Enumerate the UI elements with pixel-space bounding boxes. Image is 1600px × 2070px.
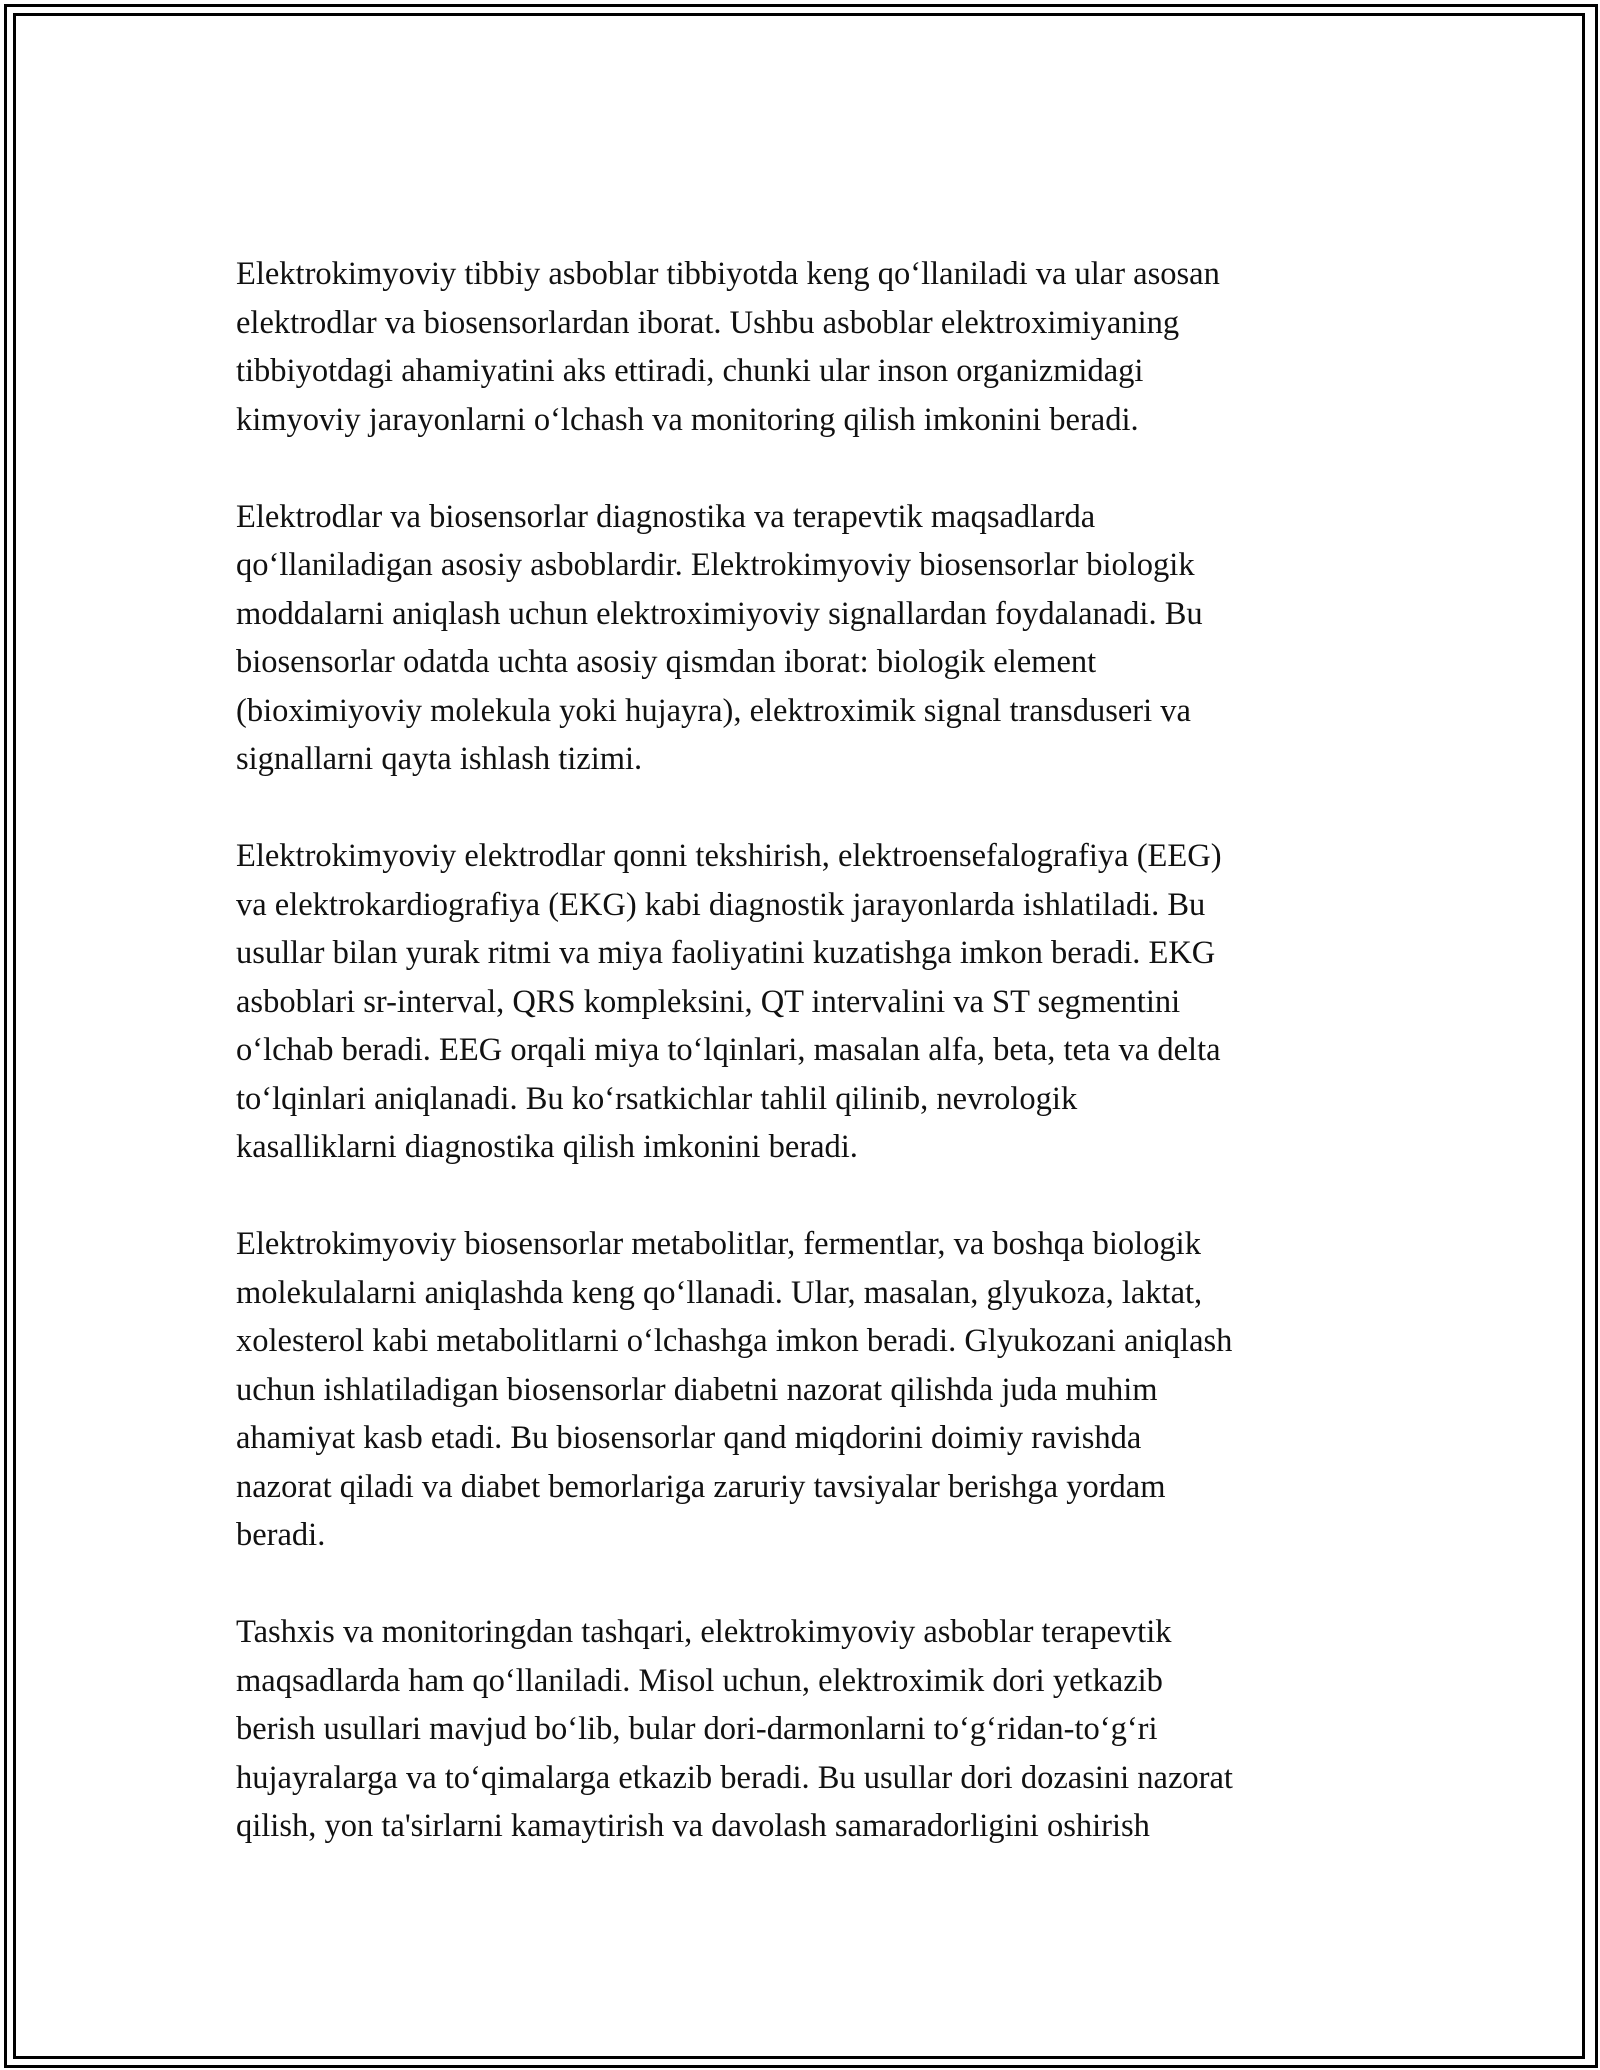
paragraph-2: Elektrodlar va biosensorlar diagnostika va terapevtik maqsadlarda qo‘llaniladigan asosiy asboblardir. Elektrokimyoviy biosensorlar biologik moddalarni aniqlash uchun elektroximiyoviy signallardan foydalanadi. Bu biosensorlar odatda uchta asosiy qismdan iborat: biologik element (bioximiyoviy molekula yoki hujayra), elektroximik signal transduseri va signallarni qayta ishlash tizimi. — [236, 498, 1203, 777]
paragraph-3: Elektrokimyoviy elektrodlar qonni tekshirish, elektroensefalografiya (EEG) va elektrokardiografiya (EKG) kabi diagnostik jarayonlarda ishlatiladi. Bu usullar bilan yurak ritmi va miya faoliyatini kuzatishga imkon beradi. EKG asboblari sr-interval, QRS kompleksini, QT intervalini va ST segmentini o‘lchab beradi. EEG orqali miya to‘lqinlari, masalan alfa, beta, teta va delta to‘lqinlari aniqlanadi. Bu ko‘rsatkichlar tahlil qilinib, nevrologik kasalliklarni diagnostika qilish imkonini beradi. — [236, 838, 1222, 1165]
paragraph-5: Tashxis va monitoringdan tashqari, elektrokimyoviy asboblar terapevtik maqsadlarda ham qo‘llaniladi. Misol uchun, elektroximik dori yetkazib berish usullari mavjud bo‘lib, bular dori-darmonlarni to‘g‘ridan-to‘g‘ri hujayralarga va to‘qimalarga etkazib beradi. Bu usullar dori dozasini nazorat qilish, yon ta'sirlarni kamaytirish va davolash samaradorligini oshirish — [236, 1614, 1233, 1844]
paragraph-1: Elektrokimyoviy tibbiy asboblar tibbiyotda keng qo‘llaniladi va ular asosan elektrodlar va biosensorlardan iborat. Ushbu asboblar elektroximiyaning tibbiyotdagi ahamiyatini aks ettiradi, chunki ular inson organizmidagi kimyoviy jarayonlarni o‘lchash va monitoring qilish imkonini beradi. — [236, 256, 1220, 438]
document-body — [236, 250, 1366, 1899]
paragraph-4: Elektrokimyoviy biosensorlar metabolitlar, fermentlar, va boshqa biologik molekulalarni aniqlashda keng qo‘llanadi. Ular, masalan, glyukoza, laktat, xolesterol kabi metabolitlarni o‘lchashga imkon beradi. Glyukozani aniqlash uchun ishlatiladigan biosensorlar diabetni nazorat qilishda juda muhim ahamiyat kasb etadi. Bu biosensorlar qand miqdorini doimiy ravishda nazorat qiladi va diabet bemorlariga zaruriy tavsiyalar berishga yordam beradi. — [236, 1226, 1233, 1553]
